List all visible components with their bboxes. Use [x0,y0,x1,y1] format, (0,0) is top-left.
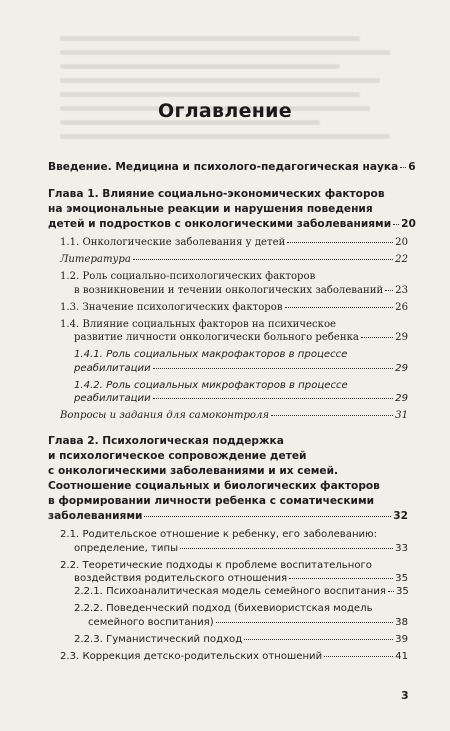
leader-dots [385,290,393,291]
chapter-title-line: Соотношение социальных и биологических факторов [48,480,380,493]
entry-text: Введение. Медицина и психолого-педагогическая наука [48,161,399,173]
toc-entry: 2.3. Коррекция детско-родительских отношений 41 [60,651,408,663]
chapter-title-line: Глава 1. Влияние социально-экономических факторов [48,188,385,200]
toc-chapter-2 [48,434,408,524]
toc-entry-line: 1.4. Влияние социальных факторов на психическое [60,319,337,331]
leader-dots [216,622,393,623]
chapter-title-line: с онкологическими заболеваниями и их семей. [48,465,339,478]
chapter-title-line: на эмоциональные реакции и нарушения поведения [48,203,373,215]
chapter-title-line: и психологическое сопровождение детей [48,450,307,463]
toc-intro [48,160,416,175]
toc-entry: реабилитации 29 [74,362,408,374]
toc-entry-line: 1.4.2. Роль социальных микрофакторов в процессе [74,379,348,391]
chapter-title-line: в формировании личности ребенка с соматическими [48,495,375,508]
leader-dots [285,307,394,308]
toc-entry: Литература 22 [60,254,408,266]
leader-dots [244,639,393,640]
entry-page: 20 [401,218,416,230]
leader-dots [144,516,391,517]
toc-entry: 1.1. Онкологические заболевания у детей 20 [60,237,408,248]
toc-entry: 2.2.1. Психоаналитическая модель семейного воспитания 35 [74,586,409,598]
chapter-title-line: Глава 2. Психологическая поддержка [48,435,284,448]
toc-entry-line: 1.2. Роль социально-психологических факторов [60,271,316,283]
toc-chapter-1 [48,187,416,232]
toc-entries [48,160,416,663]
toc-entry: воздействия родительского отношения 35 [74,573,408,585]
leader-dots [289,578,393,579]
leader-dots [153,368,393,369]
leader-dots [393,224,399,225]
leader-dots [153,398,393,399]
toc-entry [48,509,408,524]
toc-entry: развитие личности онкологически больного ребенка 29 [74,332,408,344]
toc-entry-line: 2.2.2. Поведенческий подход (бихевиористская модель [74,603,373,615]
leader-dots [180,548,393,549]
leader-dots [133,259,393,260]
entry-text: заболеваниями [48,510,143,523]
leader-dots [361,337,393,338]
toc-entry: 1.3. Значение психологических факторов 26 [60,301,408,313]
leader-dots [271,415,393,416]
entry-page: 6 [408,161,416,173]
toc-entry: в возникновении и течении онкологических заболеваний 23 [74,284,408,296]
toc-entry: Вопросы и задания для самоконтроля 31 [60,410,408,422]
toc-entry: 2.2.3. Гуманистический подход 39 [74,633,408,645]
leader-dots [400,167,406,168]
entry-text: детей и подростков с онкологическими заболеваниями [48,218,392,230]
toc-entry [48,217,416,232]
entry-page: 32 [393,510,408,523]
leader-dots [287,242,393,243]
page-number: 3 [401,689,409,702]
page-title: Оглавление [158,100,292,122]
toc-entry: реабилитации 29 [74,393,408,405]
leader-dots [324,656,393,657]
toc-entry: семейного воспитания) 38 [88,616,408,628]
toc-entry-line: 2.2. Теоретические подходы к проблеме воспитательного [60,559,372,571]
toc-entry [48,160,416,175]
toc-entry-line: 2.1. Родительское отношение к ребенку, его заболеванию: [60,529,378,541]
leader-dots [388,591,394,592]
toc-entry: определение, типы 33 [74,542,408,554]
toc-entry-line: 1.4.1. Роль социальных макрофакторов в процессе [74,349,348,361]
